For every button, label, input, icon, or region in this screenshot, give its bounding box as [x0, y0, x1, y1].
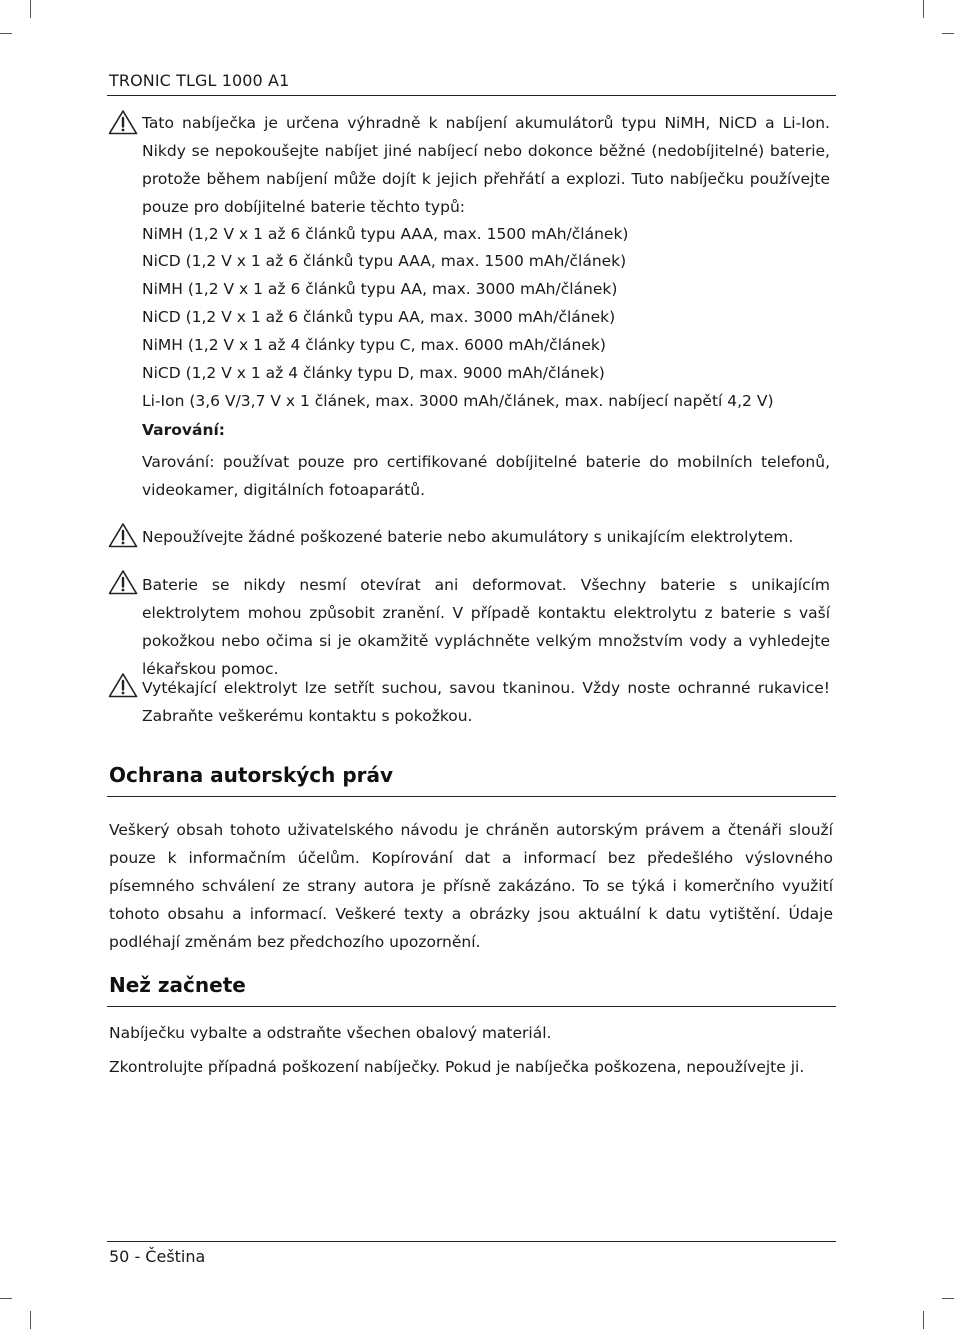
- before-start-paragraph: Zkontrolujte případná poškození nabíječky. Pokud je nabíječka poškozena, nepoužívejte ji.: [109, 1058, 805, 1076]
- battery-type-item: NiCD (1,2 V x 1 až 6 článků typu AAA, max. 1500 mAh/článek): [142, 252, 627, 270]
- copyright-paragraph: Veškerý obsah tohoto uživatelského návodu je chráněn autorským právem a čtenáři slouží pouze k informačním účelům. Kopírování dat a informací bez předešlého výslovného písemného schválení ze strany autora je přísně zakázáno. To se týká i komerčního využití tohoto obsahu a informací. Veškeré texty a obrázky jsou aktuální k datu vytištění. Údaje podléhají změnám bez předchozího upozornění.: [109, 821, 833, 951]
- battery-type-item: NiMH (1,2 V x 1 až 6 článků typu AAA, max. 1500 mAh/článek): [142, 225, 629, 243]
- section-rule: [107, 796, 836, 797]
- crop-mark: [923, 0, 924, 18]
- battery-type-item: NiCD (1,2 V x 1 až 4 články typu D, max. 9000 mAh/článek): [142, 364, 605, 382]
- warning-triangle-icon: [108, 672, 138, 698]
- warning-text-electrolyte: Vytékající elektrolyt lze setřít suchou, savou tkaninou. Vždy noste ochranné rukavice! Zabraňte veškerému kontaktu s pokožkou.: [142, 679, 830, 725]
- warning-text-damaged-batteries: Nepoužívejte žádné poškozené baterie nebo akumulátory s unikajícím elektrolytem.: [142, 528, 794, 546]
- section-rule: [107, 1006, 836, 1007]
- crop-mark: [0, 1298, 12, 1299]
- crop-mark: [0, 33, 12, 34]
- section-title-copyright: Ochrana autorských práv: [109, 763, 394, 787]
- section-title-before-start: Než začnete: [109, 973, 246, 997]
- battery-type-item: NiCD (1,2 V x 1 až 6 článků typu AA, max. 3000 mAh/článek): [142, 308, 616, 326]
- caution-label: Varování:: [142, 421, 226, 439]
- crop-mark: [942, 33, 954, 34]
- warning-triangle-icon: [108, 109, 138, 135]
- before-start-paragraph: Nabíječku vybalte a odstraňte všechen obalový materiál.: [109, 1024, 552, 1042]
- footer-rule: [107, 1241, 836, 1242]
- battery-type-item: Li-Ion (3,6 V/3,7 V x 1 článek, max. 3000 mAh/článek, max. nabíjecí napětí 4,2 V): [142, 392, 774, 410]
- crop-mark: [923, 1311, 924, 1329]
- battery-type-item: NiMH (1,2 V x 1 až 4 články typu C, max. 6000 mAh/článek): [142, 336, 606, 354]
- battery-type-item: NiMH (1,2 V x 1 až 6 článků typu AA, max. 3000 mAh/článek): [142, 280, 618, 298]
- caution-text: Varování: používat pouze pro certifikované dobíjitelné baterie do mobilních telefonů, videokamer, digitálních fotoaparátů.: [142, 453, 830, 499]
- warning-text-chargeable-types: Tato nabíječka je určena výhradně k nabíjení akumulátorů typu NiMH, NiCD a Li-Ion. Nikdy se nepokoušejte nabíjet jiné nabíjecí nebo dokonce běžné (nedobíjitelné) baterie, protože během nabíjení může dojít k jejich přehřátí a explozi. Tuto nabíječku používejte pouze pro dobíjitelné baterie těchto typů:: [142, 114, 830, 216]
- crop-mark: [30, 1311, 31, 1329]
- crop-mark: [30, 0, 31, 18]
- warning-triangle-icon: [108, 522, 138, 548]
- header-rule: [107, 95, 836, 96]
- running-header: TRONIC TLGL 1000 A1: [109, 71, 290, 90]
- page-number: 50 - Čeština: [109, 1247, 206, 1266]
- warning-text-do-not-open: Baterie se nikdy nesmí otevírat ani deformovat. Všechny baterie s unikajícím elektrolytem mohou způsobit zranění. V případě kontaktu elektrolytu z baterie s vaší pokožkou nebo očima si je okamžitě vypláchněte velkým množstvím vody a vyhledejte lékařskou pomoc.: [142, 576, 830, 678]
- warning-triangle-icon: [108, 569, 138, 595]
- crop-mark: [942, 1298, 954, 1299]
